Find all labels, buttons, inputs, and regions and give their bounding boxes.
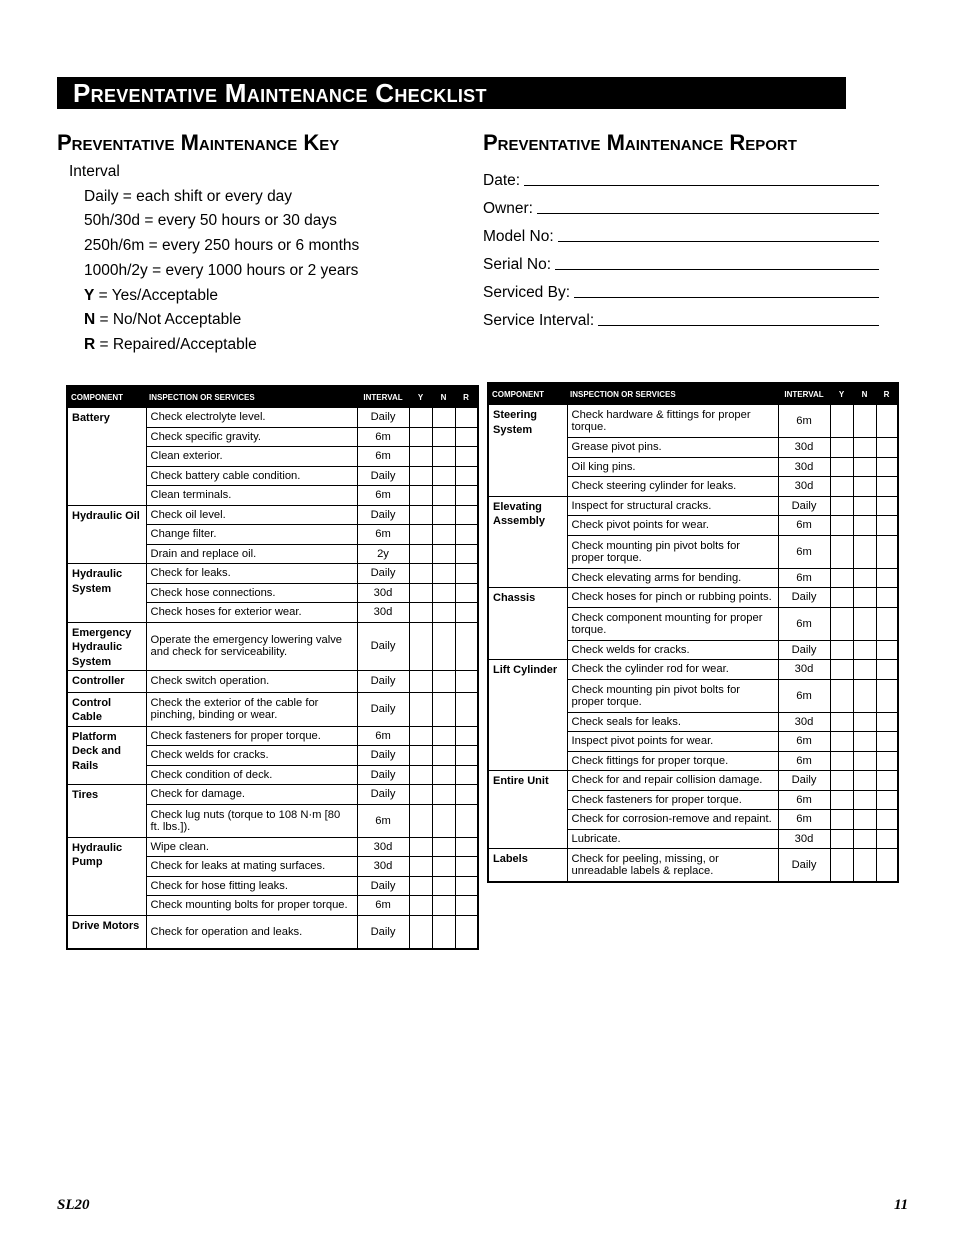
check-box-n[interactable] (853, 477, 876, 497)
interval-cell: Daily (357, 466, 409, 486)
component-cell: Controller (67, 671, 146, 693)
task-cell: Check for leaks at mating surfaces. (146, 857, 357, 877)
check-box-n[interactable] (432, 525, 455, 545)
check-box-n[interactable] (432, 915, 455, 949)
check-box-r[interactable] (455, 837, 478, 857)
check-box-y[interactable] (409, 726, 432, 746)
task-cell: Check mounting pin pivot bolts for proper torque. (567, 679, 778, 712)
check-box-n[interactable] (853, 732, 876, 752)
interval-cell: 2y (357, 544, 409, 564)
interval-cell: 6m (778, 535, 830, 568)
task-cell: Grease pivot pins. (567, 438, 778, 458)
check-box-r[interactable] (455, 785, 478, 805)
task-cell: Check for corrosion-remove and repaint. (567, 810, 778, 830)
header-inspection: INSPECTION OR SERVICES (146, 386, 357, 408)
check-box-r[interactable] (455, 857, 478, 877)
task-cell: Check hardware & fittings for proper torque. (567, 405, 778, 438)
check-box-y[interactable] (409, 671, 432, 693)
check-box-n[interactable] (432, 466, 455, 486)
checklist-table-left (66, 385, 479, 950)
footer-page-number: 11 (894, 1197, 909, 1213)
task-cell: Check condition of deck. (146, 765, 357, 785)
check-box-r[interactable] (455, 765, 478, 785)
check-box-y[interactable] (830, 568, 853, 588)
component-cell: Battery (67, 408, 146, 506)
interval-cell: 30d (778, 660, 830, 680)
table-row (67, 837, 478, 857)
task-cell: Check hoses for exterior wear. (146, 603, 357, 623)
header-n: N (853, 383, 876, 405)
check-box-n[interactable] (432, 544, 455, 564)
check-box-n[interactable] (853, 849, 876, 883)
key-title: Preventative Maintenance Key (57, 130, 340, 155)
task-cell: Check oil level. (146, 505, 357, 525)
task-cell: Oil king pins. (567, 457, 778, 477)
header-component: COMPONENT (67, 386, 146, 408)
interval-cell: 30d (357, 857, 409, 877)
header-n: N (432, 386, 455, 408)
check-box-n[interactable] (432, 447, 455, 467)
report-field-serviced-by[interactable]: Serviced By: (483, 274, 879, 302)
component-cell: Hydraulic Oil (67, 505, 146, 564)
header-interval: INTERVAL (357, 386, 409, 408)
check-box-r[interactable] (455, 915, 478, 949)
task-cell: Check welds for cracks. (146, 746, 357, 766)
check-box-n[interactable] (432, 896, 455, 916)
check-box-n[interactable] (432, 804, 455, 837)
check-box-n[interactable] (432, 785, 455, 805)
interval-cell: 30d (357, 837, 409, 857)
check-box-n[interactable] (432, 671, 455, 693)
check-box-y[interactable] (830, 438, 853, 458)
check-box-y[interactable] (830, 405, 853, 438)
task-cell: Check specific gravity. (146, 427, 357, 447)
check-box-r[interactable] (876, 568, 898, 588)
key-code-y: Y = Yes/Acceptable (84, 286, 219, 304)
check-box-r[interactable] (876, 477, 898, 497)
interval-cell: 6m (357, 726, 409, 746)
check-box-r[interactable] (876, 496, 898, 516)
check-box-n[interactable] (432, 876, 455, 896)
interval-cell: Daily (357, 692, 409, 726)
check-box-r[interactable] (876, 712, 898, 732)
interval-cell: Daily (778, 588, 830, 608)
task-cell: Wipe clean. (146, 837, 357, 857)
report-field-service-interval[interactable]: Service Interval: (483, 302, 879, 330)
check-box-n[interactable] (432, 408, 455, 428)
interval-cell: 30d (778, 712, 830, 732)
check-box-y[interactable] (409, 544, 432, 564)
check-box-y[interactable] (830, 810, 853, 830)
task-cell: Check steering cylinder for leaks. (567, 477, 778, 497)
interval-cell: 30d (778, 438, 830, 458)
check-box-r[interactable] (876, 607, 898, 640)
check-box-y[interactable] (409, 804, 432, 837)
check-box-n[interactable] (432, 746, 455, 766)
interval-cell: 30d (778, 457, 830, 477)
report-field-serial-no[interactable]: Serial No: (483, 246, 879, 274)
check-box-y[interactable] (409, 486, 432, 506)
check-box-y[interactable] (409, 408, 432, 428)
check-box-r[interactable] (876, 457, 898, 477)
report-field-date[interactable]: Date: (483, 162, 879, 190)
task-cell: Check for leaks. (146, 564, 357, 584)
check-box-y[interactable] (409, 525, 432, 545)
table-row (488, 849, 898, 883)
interval-cell: 6m (778, 516, 830, 536)
table-row (67, 726, 478, 746)
check-box-y[interactable] (830, 496, 853, 516)
check-box-r[interactable] (455, 622, 478, 671)
interval-cell: 6m (778, 810, 830, 830)
check-box-n[interactable] (432, 603, 455, 623)
check-box-r[interactable] (876, 516, 898, 536)
header-r: R (876, 383, 898, 405)
table-row (488, 588, 898, 608)
check-box-r[interactable] (455, 671, 478, 693)
check-box-y[interactable] (830, 679, 853, 712)
interval-cell: Daily (357, 622, 409, 671)
check-box-n[interactable] (853, 829, 876, 849)
key-interval-daily: Daily = each shift or every day (84, 187, 293, 205)
component-cell: Drive Motors (67, 915, 146, 949)
check-box-y[interactable] (409, 746, 432, 766)
check-box-n[interactable] (853, 660, 876, 680)
interval-cell: 6m (778, 405, 830, 438)
check-box-y[interactable] (409, 603, 432, 623)
table-row (67, 505, 478, 525)
component-cell: Chassis (488, 588, 567, 660)
check-box-y[interactable] (409, 785, 432, 805)
key-code-n: N = No/Not Acceptable (84, 311, 242, 329)
check-box-y[interactable] (409, 564, 432, 584)
task-cell: Check fasteners for proper torque. (146, 726, 357, 746)
interval-cell: Daily (778, 640, 830, 660)
check-box-y[interactable] (409, 466, 432, 486)
interval-cell: Daily (357, 505, 409, 525)
page-title: Preventative Maintenance Checklist (73, 78, 487, 108)
task-cell: Check seals for leaks. (567, 712, 778, 732)
check-box-y[interactable] (830, 457, 853, 477)
check-box-r[interactable] (455, 804, 478, 837)
check-box-r[interactable] (876, 405, 898, 438)
check-box-r[interactable] (876, 535, 898, 568)
check-box-n[interactable] (432, 564, 455, 584)
check-box-r[interactable] (876, 829, 898, 849)
component-cell: Control Cable (67, 692, 146, 726)
interval-cell: Daily (357, 408, 409, 428)
check-box-n[interactable] (853, 679, 876, 712)
table-row (67, 915, 478, 949)
check-box-y[interactable] (830, 849, 853, 883)
check-box-y[interactable] (830, 751, 853, 771)
check-box-n[interactable] (853, 568, 876, 588)
check-box-r[interactable] (876, 660, 898, 680)
interval-cell: Daily (357, 915, 409, 949)
component-cell: Emergency Hydraulic System (67, 622, 146, 671)
interval-cell: Daily (357, 671, 409, 693)
task-cell: Check for damage. (146, 785, 357, 805)
task-cell: Check the exterior of the cable for pinching, binding or wear. (146, 692, 357, 726)
check-box-r[interactable] (455, 746, 478, 766)
check-box-r[interactable] (455, 876, 478, 896)
check-box-y[interactable] (830, 732, 853, 752)
check-box-r[interactable] (455, 486, 478, 506)
task-cell: Check welds for cracks. (567, 640, 778, 660)
interval-cell: 6m (778, 568, 830, 588)
check-box-y[interactable] (409, 876, 432, 896)
check-box-n[interactable] (853, 712, 876, 732)
interval-cell: 6m (778, 751, 830, 771)
check-box-r[interactable] (455, 564, 478, 584)
interval-cell: 6m (778, 607, 830, 640)
key-interval-30d: 50h/30d = every 50 hours or 30 days (84, 212, 337, 230)
interval-cell: Daily (778, 496, 830, 516)
check-box-r[interactable] (455, 466, 478, 486)
check-box-y[interactable] (409, 427, 432, 447)
maintenance-report-form (483, 162, 879, 330)
interval-cell: 30d (357, 603, 409, 623)
interval-cell: Daily (357, 765, 409, 785)
task-cell: Check fittings for proper torque. (567, 751, 778, 771)
component-cell: Tires (67, 785, 146, 838)
interval-cell: 30d (778, 477, 830, 497)
maintenance-key (69, 160, 359, 358)
check-box-n[interactable] (853, 810, 876, 830)
check-box-y[interactable] (409, 583, 432, 603)
interval-cell: Daily (357, 746, 409, 766)
component-cell: Lift Cylinder (488, 660, 567, 771)
interval-cell: Daily (357, 785, 409, 805)
check-box-y[interactable] (830, 660, 853, 680)
check-box-n[interactable] (853, 751, 876, 771)
check-box-r[interactable] (876, 790, 898, 810)
check-box-n[interactable] (432, 857, 455, 877)
task-cell: Check hoses for pinch or rubbing points. (567, 588, 778, 608)
check-box-y[interactable] (409, 837, 432, 857)
key-interval-2y: 1000h/2y = every 1000 hours or 2 years (84, 261, 359, 279)
component-cell: Hydraulic Pump (67, 837, 146, 915)
check-box-r[interactable] (876, 640, 898, 660)
check-box-n[interactable] (853, 790, 876, 810)
task-cell: Check for and repair collision damage. (567, 771, 778, 791)
report-field-model-no[interactable]: Model No: (483, 218, 879, 246)
header-r: R (455, 386, 478, 408)
task-cell: Inspect pivot points for wear. (567, 732, 778, 752)
check-box-r[interactable] (455, 583, 478, 603)
check-box-n[interactable] (853, 457, 876, 477)
task-cell: Check hose connections. (146, 583, 357, 603)
task-cell: Clean terminals. (146, 486, 357, 506)
table-row (67, 408, 478, 428)
check-box-r[interactable] (876, 751, 898, 771)
check-box-r[interactable] (455, 447, 478, 467)
check-box-n[interactable] (853, 516, 876, 536)
check-box-r[interactable] (455, 692, 478, 726)
check-box-n[interactable] (432, 505, 455, 525)
task-cell: Check battery cable condition. (146, 466, 357, 486)
check-box-n[interactable] (432, 765, 455, 785)
table-row (488, 405, 898, 438)
check-box-r[interactable] (455, 544, 478, 564)
check-box-y[interactable] (830, 771, 853, 791)
header-component: COMPONENT (488, 383, 567, 405)
check-box-y[interactable] (830, 477, 853, 497)
interval-cell: 30d (778, 829, 830, 849)
check-box-y[interactable] (409, 896, 432, 916)
checklist-table-right (487, 382, 899, 883)
component-cell: Platform Deck and Rails (67, 726, 146, 785)
component-cell: Labels (488, 849, 567, 883)
key-interval-label: Interval (69, 163, 120, 180)
check-box-y[interactable] (830, 516, 853, 536)
check-box-y[interactable] (409, 505, 432, 525)
interval-cell: 6m (778, 790, 830, 810)
check-box-n[interactable] (432, 486, 455, 506)
task-cell: Check switch operation. (146, 671, 357, 693)
check-box-n[interactable] (853, 640, 876, 660)
check-box-r[interactable] (455, 896, 478, 916)
interval-cell: 6m (357, 427, 409, 447)
check-box-r[interactable] (876, 732, 898, 752)
task-cell: Check elevating arms for bending. (567, 568, 778, 588)
task-cell: Check mounting pin pivot bolts for proper torque. (567, 535, 778, 568)
check-box-y[interactable] (830, 588, 853, 608)
check-box-y[interactable] (409, 622, 432, 671)
task-cell: Check mounting bolts for proper torque. (146, 896, 357, 916)
check-box-n[interactable] (432, 622, 455, 671)
check-box-n[interactable] (853, 535, 876, 568)
check-box-n[interactable] (432, 692, 455, 726)
check-box-r[interactable] (876, 438, 898, 458)
check-box-y[interactable] (830, 712, 853, 732)
check-box-r[interactable] (455, 427, 478, 447)
header-y: Y (830, 383, 853, 405)
check-box-r[interactable] (876, 679, 898, 712)
task-cell: Check pivot points for wear. (567, 516, 778, 536)
interval-cell: Daily (778, 849, 830, 883)
interval-cell: 6m (357, 525, 409, 545)
page-title-banner (57, 77, 846, 109)
check-box-r[interactable] (455, 525, 478, 545)
check-box-r[interactable] (876, 810, 898, 830)
component-cell: Steering System (488, 405, 567, 497)
header-inspection: INSPECTION OR SERVICES (567, 383, 778, 405)
interval-cell: Daily (778, 771, 830, 791)
check-box-y[interactable] (409, 915, 432, 949)
check-box-y[interactable] (409, 857, 432, 877)
interval-cell: 30d (357, 583, 409, 603)
table-row (67, 671, 478, 693)
check-box-n[interactable] (853, 607, 876, 640)
table-row (488, 496, 898, 516)
task-cell: Clean exterior. (146, 447, 357, 467)
check-box-r[interactable] (876, 771, 898, 791)
report-title: Preventative Maintenance Report (483, 130, 797, 155)
check-box-n[interactable] (853, 588, 876, 608)
interval-cell: 6m (357, 804, 409, 837)
table-row (67, 564, 478, 584)
check-box-y[interactable] (830, 607, 853, 640)
check-box-r[interactable] (455, 603, 478, 623)
check-box-n[interactable] (432, 583, 455, 603)
check-box-n[interactable] (853, 771, 876, 791)
task-cell: Check for peeling, missing, or unreadable labels & replace. (567, 849, 778, 883)
check-box-n[interactable] (432, 726, 455, 746)
header-interval: INTERVAL (778, 383, 830, 405)
task-cell: Lubricate. (567, 829, 778, 849)
task-cell: Check component mounting for proper torque. (567, 607, 778, 640)
check-box-r[interactable] (455, 505, 478, 525)
table-row (67, 785, 478, 805)
table-row (488, 771, 898, 791)
check-box-y[interactable] (830, 535, 853, 568)
interval-cell: 6m (357, 447, 409, 467)
check-box-n[interactable] (853, 496, 876, 516)
check-box-y[interactable] (409, 765, 432, 785)
check-box-n[interactable] (432, 837, 455, 857)
component-cell: Entire Unit (488, 771, 567, 849)
check-box-y[interactable] (409, 447, 432, 467)
check-box-n[interactable] (432, 427, 455, 447)
task-cell: Check for hose fitting leaks. (146, 876, 357, 896)
check-box-y[interactable] (830, 790, 853, 810)
key-interval-6m: 250h/6m = every 250 hours or 6 months (84, 237, 360, 255)
task-cell: Check lug nuts (torque to 108 N·m [80 ft. lbs.]). (146, 804, 357, 837)
check-box-n[interactable] (853, 438, 876, 458)
interval-cell: 6m (357, 896, 409, 916)
check-box-y[interactable] (830, 640, 853, 660)
header-y: Y (409, 386, 432, 408)
table-row (67, 692, 478, 726)
table-row (488, 660, 898, 680)
check-box-r[interactable] (455, 726, 478, 746)
table-row (67, 622, 478, 671)
check-box-r[interactable] (876, 849, 898, 883)
interval-cell: Daily (357, 876, 409, 896)
task-cell: Check the cylinder rod for wear. (567, 660, 778, 680)
footer-model: SL20 (57, 1197, 90, 1213)
interval-cell: 6m (778, 732, 830, 752)
check-box-r[interactable] (455, 408, 478, 428)
check-box-r[interactable] (876, 588, 898, 608)
task-cell: Drain and replace oil. (146, 544, 357, 564)
check-box-y[interactable] (409, 692, 432, 726)
check-box-y[interactable] (830, 829, 853, 849)
check-box-n[interactable] (853, 405, 876, 438)
report-field-owner[interactable]: Owner: (483, 190, 879, 218)
interval-cell: 6m (778, 679, 830, 712)
interval-cell: 6m (357, 486, 409, 506)
component-cell: Elevating Assembly (488, 496, 567, 588)
component-cell: Hydraulic System (67, 564, 146, 623)
interval-cell: Daily (357, 564, 409, 584)
task-cell: Change filter. (146, 525, 357, 545)
task-cell: Operate the emergency lowering valve and check for serviceability. (146, 622, 357, 671)
task-cell: Check for operation and leaks. (146, 915, 357, 949)
task-cell: Check electrolyte level. (146, 408, 357, 428)
task-cell: Check fasteners for proper torque. (567, 790, 778, 810)
key-code-r: R = Repaired/Acceptable (84, 335, 257, 353)
task-cell: Inspect for structural cracks. (567, 496, 778, 516)
